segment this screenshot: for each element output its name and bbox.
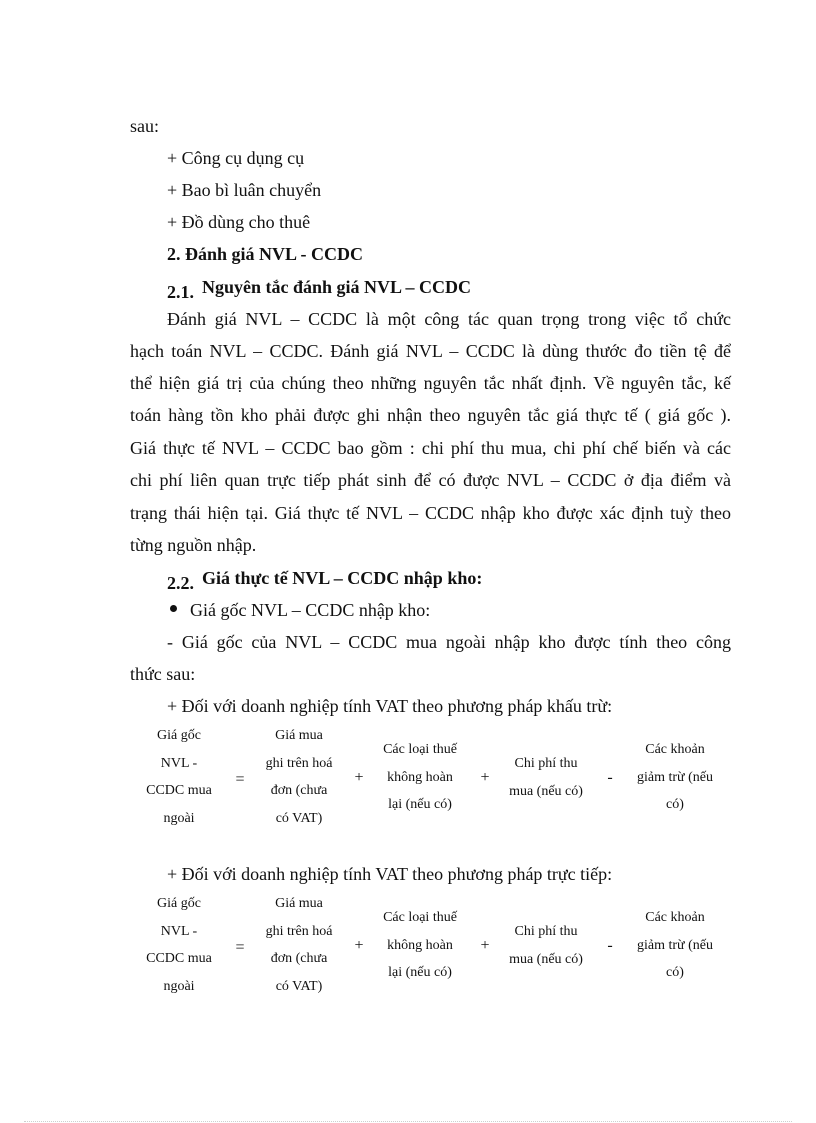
- heading-2-2-number: 2.2.: [167, 573, 194, 593]
- bullet-item-gia-goc: Giá gốc NVL – CCDC nhập kho:: [190, 600, 431, 620]
- case-truc-tiep: + Đối với doanh nghiệp tính VAT theo phương pháp trực tiếp:: [167, 864, 613, 884]
- paragraph-line-6: chi phí liên quan trực tiếp phát sinh để có được NVL – CCDC ở địa điểm và: [130, 470, 731, 490]
- dash-paragraph-line-2: thức sau:: [130, 664, 196, 684]
- formula-cell-thue: Các loại thuế không hoàn lại (nếu có): [383, 742, 457, 812]
- plus-sign: +: [354, 937, 364, 954]
- paragraph-line-7: trạng thái hiện tại. Giá thực tế NVL – CCDC nhập kho được xác định tuỳ theo: [130, 503, 731, 523]
- formula-cell-chi-phi: Chi phí thu mua (nếu có): [509, 756, 583, 799]
- formula-cell-giam-tru: Các khoản giảm trừ (nếu có): [636, 910, 713, 980]
- formula-cell-gia-goc: Giá gốc NVL - CCDC mua ngoài: [146, 896, 212, 994]
- paragraph-line-3: thể hiện giá trị của chúng theo những nguyên tắc nhất định. Về nguyên tắc, kế: [130, 373, 731, 393]
- formula-cell-chi-phi: Chi phí thu mua (nếu có): [509, 924, 583, 967]
- list-item-cong-cu: + Công cụ dụng cụ: [167, 148, 305, 168]
- paragraph-line-4: toán hàng tồn kho phải được ghi nhận theo nguyên tắc giá thực tế ( giá gốc ).: [130, 405, 731, 425]
- formula-cell-thue: Các loại thuế không hoàn lại (nếu có): [383, 910, 457, 980]
- paragraph-line-1: Đánh giá NVL – CCDC là một công tác quan trọng trong việc tổ chức: [167, 309, 731, 329]
- equals-sign: =: [235, 939, 245, 956]
- heading-2-1-text: Nguyên tắc đánh giá NVL – CCDC: [202, 277, 472, 297]
- bullet-icon: [170, 605, 177, 612]
- minus-sign: -: [607, 769, 613, 786]
- page-bottom-divider: [24, 1121, 792, 1122]
- formula-cell-gia-mua: Giá mua ghi trên hoá đơn (chưa có VAT): [265, 896, 333, 994]
- heading-2-1-number: 2.1.: [167, 282, 194, 302]
- heading-2-2-text: Giá thực tế NVL – CCDC nhập kho:: [202, 568, 483, 588]
- equals-sign: =: [235, 771, 245, 788]
- paragraph-line-5: Giá thực tế NVL – CCDC bao gồm : chi phí thu mua, chi phí chế biến và các: [130, 438, 731, 458]
- plus-sign: +: [480, 769, 490, 786]
- paragraph-line-8: từng nguồn nhập.: [130, 535, 257, 555]
- formula-cell-giam-tru: Các khoản giảm trừ (nếu có): [636, 742, 713, 812]
- list-item-do-dung: + Đồ dùng cho thuê: [167, 212, 311, 232]
- plus-sign: +: [354, 769, 364, 786]
- case-khau-tru: + Đối với doanh nghiệp tính VAT theo phương pháp khấu trừ:: [167, 696, 613, 716]
- heading-2: 2. Đánh giá NVL - CCDC: [167, 244, 364, 264]
- list-item-bao-bi: + Bao bì luân chuyển: [167, 180, 322, 200]
- paragraph-line-2: hạch toán NVL – CCDC. Đánh giá NVL – CCDC là dùng thước đo tiền tệ để: [130, 341, 731, 361]
- formula-cell-gia-goc: Giá gốc NVL - CCDC mua ngoài: [146, 728, 212, 826]
- plus-sign: +: [480, 937, 490, 954]
- minus-sign: -: [607, 937, 613, 954]
- dash-paragraph-line-1: - Giá gốc của NVL – CCDC mua ngoài nhập kho được tính theo công: [167, 632, 731, 652]
- formula-cell-gia-mua: Giá mua ghi trên hoá đơn (chưa có VAT): [265, 728, 333, 826]
- text-sau: sau:: [130, 116, 159, 136]
